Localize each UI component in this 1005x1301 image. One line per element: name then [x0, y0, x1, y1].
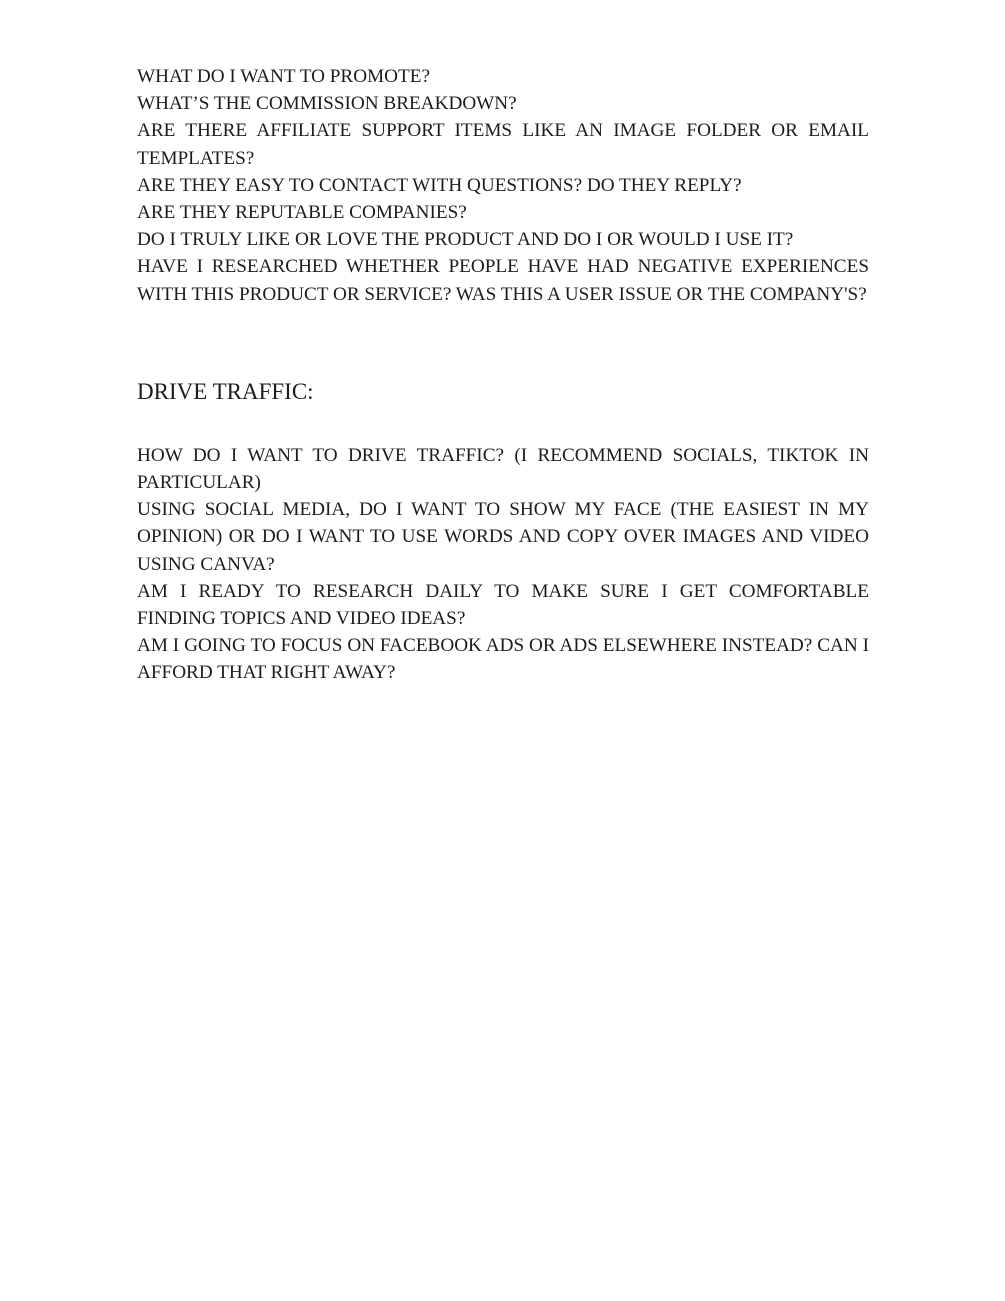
drive-traffic-section	[137, 442, 869, 687]
question-line: HAVE I RESEARCHED WHETHER PEOPLE HAVE HAD NEGATIVE EXPERIENCES WITH THIS PRODUCT OR SERVICE? WAS THIS A USER ISSUE OR THE COMPANY'S?	[137, 256, 869, 305]
question-line: DO I TRULY LIKE OR LOVE THE PRODUCT AND DO I OR WOULD I USE IT?	[137, 229, 794, 251]
question-line: USING SOCIAL MEDIA, DO I WANT TO SHOW MY FACE (THE EASIEST IN MY OPINION) OR DO I WANT TO USE WORDS AND COPY OVER IMAGES AND VIDEO USING CANVA?	[137, 499, 869, 575]
question-line: ARE THERE AFFILIATE SUPPORT ITEMS LIKE AN IMAGE FOLDER OR EMAIL TEMPLATES?	[137, 120, 869, 169]
section-heading-drive-traffic: DRIVE TRAFFIC:	[137, 378, 314, 404]
question-line: ARE THEY REPUTABLE COMPANIES?	[137, 202, 467, 224]
question-line: ARE THEY EASY TO CONTACT WITH QUESTIONS? DO THEY REPLY?	[137, 174, 742, 196]
question-line: HOW DO I WANT TO DRIVE TRAFFIC? (I RECOMMEND SOCIALS, TIKTOK IN PARTICULAR)	[137, 444, 869, 494]
question-line: AM I GOING TO FOCUS ON FACEBOOK ADS OR ADS ELSEWHERE INSTEAD? CAN I AFFORD THAT RIGHT AWAY?	[137, 635, 869, 684]
document-body	[137, 63, 869, 687]
question-line: AM I READY TO RESEARCH DAILY TO MAKE SURE I GET COMFORTABLE FINDING TOPICS AND VIDEO IDEAS?	[137, 580, 869, 630]
question-line: WHAT DO I WANT TO PROMOTE?	[137, 66, 430, 87]
question-line: WHAT’S THE COMMISSION BREAKDOWN?	[137, 93, 517, 115]
affiliate-questions-section	[137, 63, 869, 308]
